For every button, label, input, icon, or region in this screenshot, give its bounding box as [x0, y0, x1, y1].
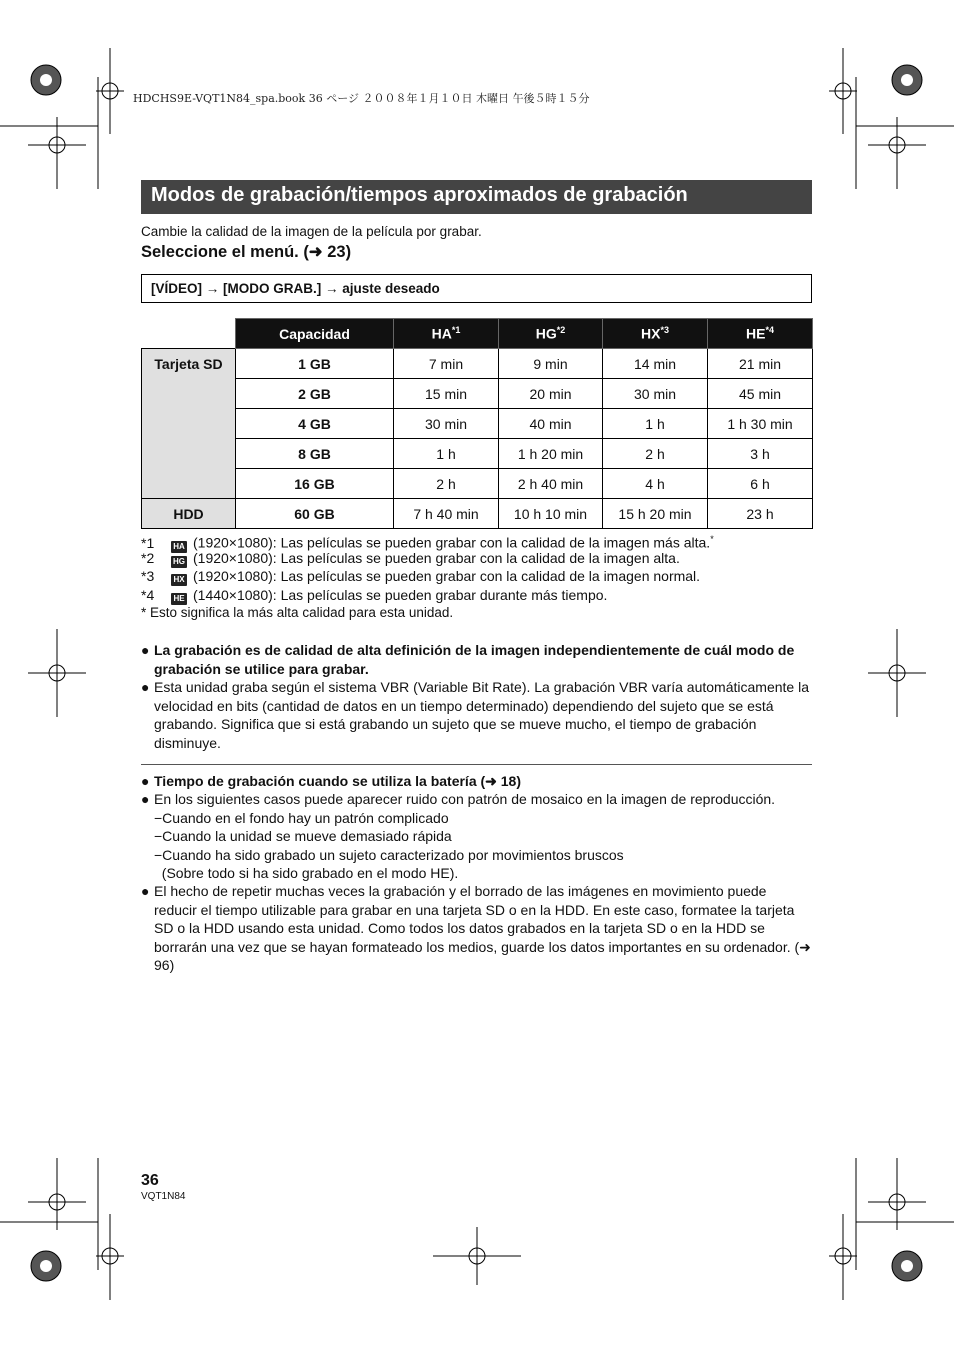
capacity-cell: 60 GB — [236, 499, 394, 529]
hx-mode-icon: HX — [171, 574, 187, 586]
sub-item: (Sobre todo si ha sido grabado en el modo HE). — [154, 865, 459, 881]
time-cell: 23 h — [708, 499, 813, 529]
bullet-icon: ● — [141, 883, 150, 899]
bullet-icon: ● — [141, 791, 150, 807]
bullet-icon: ● — [141, 642, 150, 658]
header-capacity: Capacidad — [236, 319, 394, 349]
time-cell: 1 h — [603, 409, 708, 439]
bullet-icon: ● — [141, 773, 150, 789]
page-title: Modos de grabación/tiempos aproximados de grabación — [151, 184, 688, 206]
page-number: 36 — [141, 1172, 159, 1189]
header-hx: HX$^{*3}$ — [603, 319, 708, 349]
registration-mark-icon — [829, 48, 857, 134]
time-cell: 4 h — [603, 469, 708, 499]
time-cell: 2 h — [394, 469, 499, 499]
capacity-cell: 8 GB — [236, 439, 394, 469]
menu-heading: Seleccione el menú. (➜ 23) — [141, 243, 352, 261]
time-cell: 15 min — [394, 379, 499, 409]
time-cell: 7 min — [394, 349, 499, 379]
registration-mark-icon — [96, 48, 124, 134]
document-code: VQT1N84 — [141, 1191, 186, 1202]
hg-mode-icon: HG — [173, 557, 185, 566]
bullet-icon: ● — [141, 679, 150, 695]
capacity-cell: 1 GB — [236, 349, 394, 379]
menu-path-box — [141, 274, 812, 303]
time-cell: 3 h — [708, 439, 813, 469]
sub-item: −Cuando la unidad se mueve demasiado rápida — [154, 828, 452, 844]
time-cell: 15 h 20 min — [603, 499, 708, 529]
table-row — [142, 499, 813, 529]
footnote-3: *3 HX (1920×1080): Las películas se pueden grabar con la calidad de la imagen normal. — [141, 568, 701, 584]
table-row — [142, 439, 813, 469]
time-cell: 9 min — [499, 349, 603, 379]
star-target-icon — [31, 65, 61, 95]
time-cell: 1 h 30 min — [708, 409, 813, 439]
table-row — [142, 349, 813, 379]
table-corner — [142, 319, 236, 349]
footnote-4: *4 HE (1440×1080): Las películas se pueden grabar durante más tiempo. — [141, 587, 608, 603]
time-cell: 14 min — [603, 349, 708, 379]
recording-times-table — [141, 318, 813, 529]
header-hg: HG$^{*2}$ — [499, 319, 603, 349]
sub-item: −Cuando ha sido grabado un sujeto caracterizado por movimientos bruscos — [154, 847, 624, 863]
time-cell: 30 min — [603, 379, 708, 409]
time-cell: 6 h — [708, 469, 813, 499]
bullet-format-advice: ● El hecho de repetir muchas veces la grabación y el borrado de las imágenes en movimiento puede reducir el tiempo utilizable para grabar en una tarjeta SD o en la HDD. En este caso, formatee la tarjeta SD o la HDD usando esta unidad. Como todos los datos grabados en la tarjeta SD o en la HDD se borrarán una vez que se hayan formateado los medios, guarde los datos importantes en su ordenador. (➜ 96) — [141, 883, 811, 974]
divider — [141, 764, 812, 765]
table-row — [142, 379, 813, 409]
group-hdd: HDD — [142, 499, 236, 529]
time-cell: 1 h — [394, 439, 499, 469]
table-header-row — [142, 319, 813, 349]
header-he: HE$^{*4}$ — [708, 319, 813, 349]
bullet-battery-time: ● Tiempo de grabación cuando se utiliza la batería (➜ 18) — [141, 773, 522, 789]
time-cell: 7 h 40 min — [394, 499, 499, 529]
capacity-cell: 2 GB — [236, 379, 394, 409]
time-cell: 20 min — [499, 379, 603, 409]
time-cell: 40 min — [499, 409, 603, 439]
bullet-hd-quality: ● La grabación es de calidad de alta definición de la imagen independientemente de cuál modo de grabación se utilice para grabar. — [141, 642, 795, 677]
star-target-icon — [892, 1251, 922, 1281]
capacity-cell: 16 GB — [236, 469, 394, 499]
intro-text: Cambie la calidad de la imagen de la película por grabar. — [141, 224, 482, 239]
time-cell: 45 min — [708, 379, 813, 409]
star-target-icon — [31, 1251, 61, 1281]
time-cell: 2 h 40 min — [499, 469, 603, 499]
capacity-cell: 4 GB — [236, 409, 394, 439]
print-header-line: HDCHS9E-VQT1N84_spa.book 36 ページ ２００８年１月１０日 木曜日 午後５時１５分 — [133, 92, 590, 105]
time-cell: 30 min — [394, 409, 499, 439]
table-row — [142, 409, 813, 439]
time-cell: 1 h 20 min — [499, 439, 603, 469]
bullet-vbr: ● Esta unidad graba según el sistema VBR (Variable Bit Rate). La grabación VBR varía automáticamente la velocidad en bits (cantidad de datos en un tiempo determinado) dependiendo del sujeto que se está grabando. Significa que si está grabando un sujeto que se mueve mucho, el tiempo de grabación disminuye. — [141, 679, 809, 751]
table-row — [142, 469, 813, 499]
bullet-mosaic-noise: ● En los siguientes casos puede aparecer ruido con patrón de mosaico en la imagen de reproducción. — [141, 791, 776, 807]
he-mode-icon: HE — [171, 593, 187, 605]
section-title-bar — [141, 180, 812, 214]
footnote-1: *1 HA (1920×1080): Las películas se pueden grabar con la calidad de la imagen más alta.* — [141, 534, 714, 551]
sub-item: −Cuando en el fondo hay un patrón complicado — [154, 810, 449, 826]
group-sd-card: Tarjeta SD — [142, 349, 236, 499]
header-ha: HA$^{*1}$ — [394, 319, 499, 349]
time-cell: 2 h — [603, 439, 708, 469]
footnote-2: *2 HG (1920×1080): Las películas se pueden grabar con la calidad de la imagen alta. — [141, 550, 680, 566]
time-cell: 21 min — [708, 349, 813, 379]
time-cell: 10 h 10 min — [499, 499, 603, 529]
star-target-icon — [892, 65, 922, 95]
ha-mode-icon: HA — [171, 541, 187, 553]
asterisk-note: * Esto significa la más alta calidad para esta unidad. — [141, 605, 454, 620]
menu-path: [VÍDEO] → [MODO GRAB.] → ajuste deseado — [151, 281, 440, 296]
